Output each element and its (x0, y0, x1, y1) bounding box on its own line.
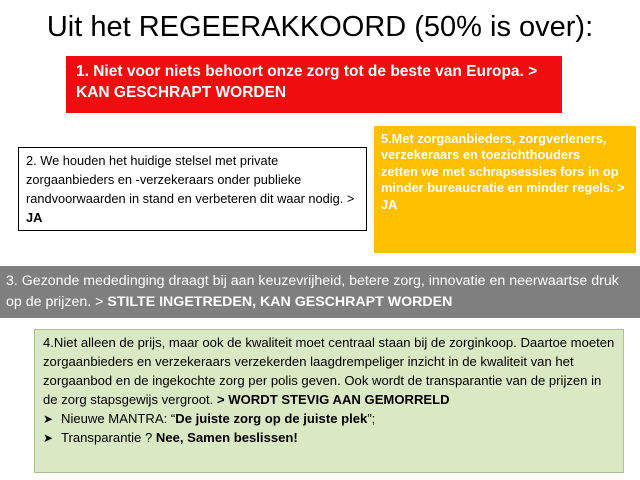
bullet-item-mantra (43, 410, 617, 429)
point-4-verdict: > WORDT STEVIG AAN GEMORRELD (216, 391, 450, 407)
point-5-body: zetten we met schrapsessies fors in op minder bureaucratie en minder regels. > JA (381, 163, 625, 212)
arrow-bullet-icon: ➤ (43, 411, 54, 426)
bullet-post: ”; (367, 410, 376, 426)
point-2-verdict: JA (26, 210, 43, 225)
point-4-text: 4.Niet alleen de prijs, maar ook de kwaliteit moet centraal staan bij de zorginkoop. Daartoe moeten zorgaanbieders en verzekeraars verzekerden laagdrempeliger inzicht in de kwaliteit van het zorgaanbod en de ingekochte zorg per polis geven. Ook wordt de transparantie van de prijzen in de zorg stapsgewijs vergroot. (43, 335, 615, 407)
arrow-bullet-icon: ➤ (43, 430, 54, 445)
point-2-text: 2. We houden het huidige stelsel met private zorgaanbieders en -verzekeraars onder publieke randvoorwaarden in stand en verbeteren dit waar nodig. > (26, 153, 355, 206)
slide-title: Uit het REGEERAKKOORD (50% is over): (46, 11, 594, 43)
point-3-text: 3. Gezonde mededinging draagt bij aan keuzevrijheid, betere zorg, innovatie en neerwaartse druk op de prijzen. > (6, 273, 619, 310)
point-2-box (18, 147, 367, 231)
bullet-text (61, 410, 375, 429)
bullet-pre: Transparantie ? (61, 429, 156, 445)
bullet-item-transparantie (43, 429, 617, 448)
bullet-bold: De juiste zorg op de juiste plek (175, 410, 368, 426)
point-1-box (66, 56, 562, 113)
bullet-text (61, 429, 298, 448)
point-4-box (34, 329, 624, 473)
point-5-box (374, 126, 636, 253)
bullet-pre: Nieuwe MANTRA: “ (61, 410, 176, 426)
point-4-paragraph (43, 334, 617, 410)
point-1-text: 1. Niet voor niets behoort onze zorg tot de beste van Europa. > KAN GESCHRAPT WORDEN (76, 63, 538, 101)
point-3-verdict: STILTE INGETREDEN, KAN GESCHRAPT WORDEN (107, 294, 453, 310)
bullet-bold: Nee, Samen beslissen! (155, 429, 298, 445)
point-3-box (0, 266, 640, 318)
point-5-heading: 5.Met zorgaanbieders, zorgverleners, verzekeraars en toezichthouders (381, 131, 607, 163)
